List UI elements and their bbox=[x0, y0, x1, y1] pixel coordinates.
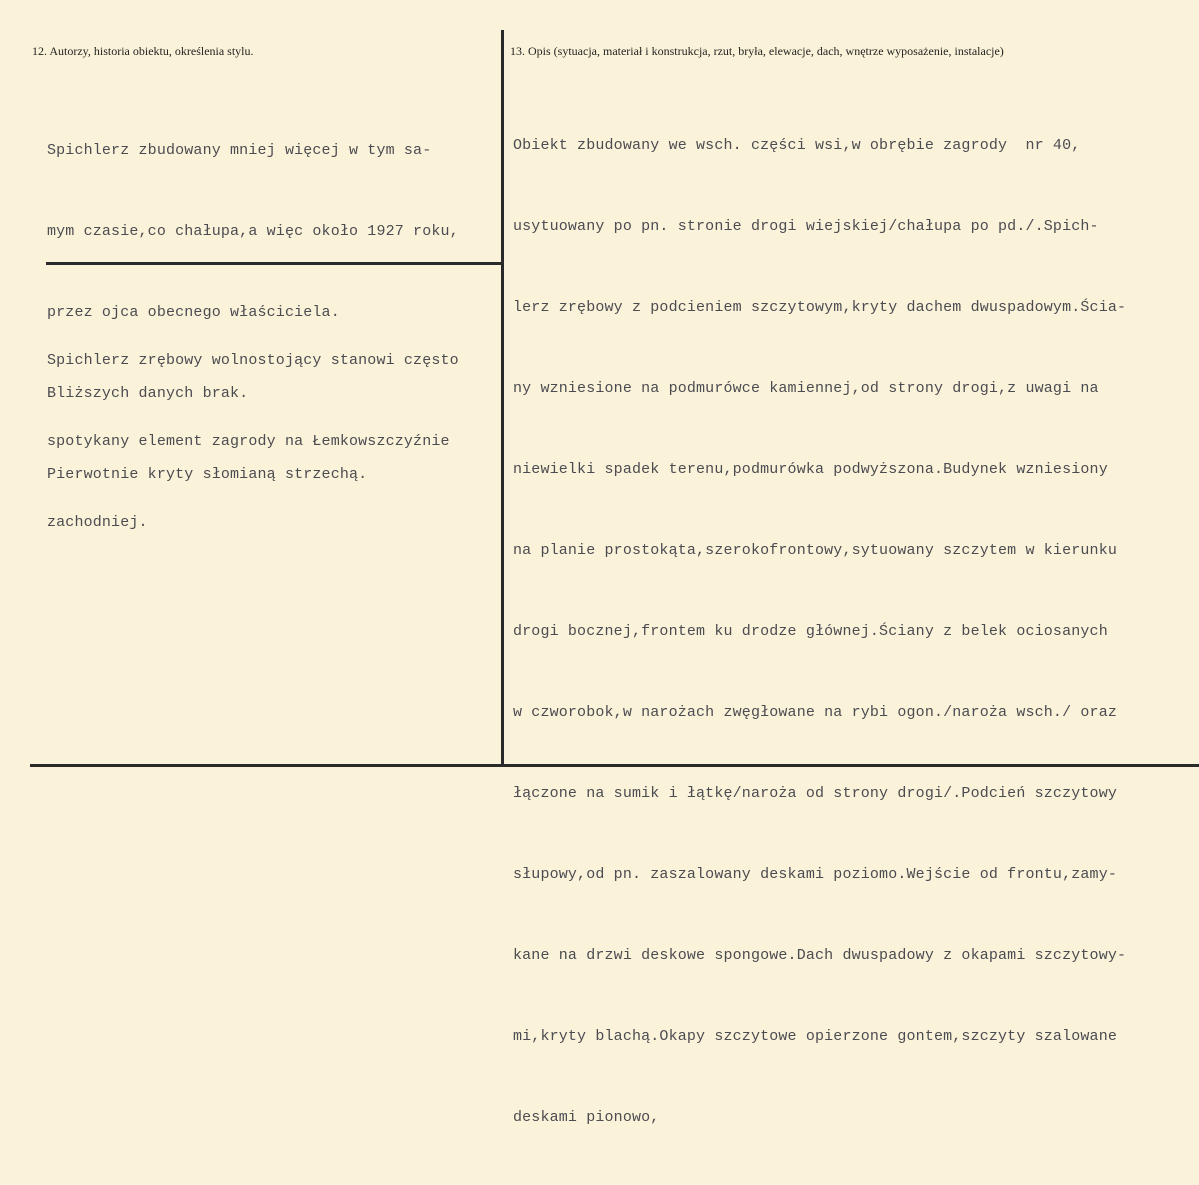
section-13-heading: 13. Opis (sytuacja, materiał i konstrukcja, rzut, bryła, elewacje, dach, wnętrze wyposażenie, instalacje) bbox=[510, 44, 1004, 58]
text-line: zachodniej. bbox=[47, 514, 148, 531]
text-line: spotykany element zagrody na Łemkowszczyźnie bbox=[47, 433, 450, 450]
text-line: łączone na sumik i łątkę/naroża od strony drogi/.Podcień szczytowy bbox=[513, 785, 1117, 802]
text-line: w czworobok,w narożach zwęgłowane na rybi ogon./naroża wsch./ oraz bbox=[513, 704, 1117, 721]
text-line: lerz zrębowy z podcieniem szczytowym,kryty dachem dwuspadowym.Ścia- bbox=[513, 299, 1127, 316]
section-13-text bbox=[513, 78, 1126, 1185]
text-line: deskami pionowo, bbox=[513, 1109, 660, 1126]
text-line: Spichlerz zbudowany mniej więcej w tym sa- bbox=[47, 142, 432, 159]
text-line: mi,kryty blachą.Okapy szczytowe opierzone gontem,szczyty szalowane bbox=[513, 1028, 1117, 1045]
text-line: Spichlerz zrębowy wolnostojący stanowi często bbox=[47, 352, 459, 369]
text-line: na planie prostokąta,szerokofrontowy,sytuowany szczytem w kierunku bbox=[513, 542, 1117, 559]
text-line: drogi bocznej,frontem ku drodze głównej.Ściany z belek ociosanych bbox=[513, 623, 1108, 640]
lower-left-text bbox=[47, 293, 459, 590]
vertical-divider bbox=[501, 30, 504, 766]
text-line: usytuowany po pn. stronie drogi wiejskiej/chałupa po pd./.Spich- bbox=[513, 218, 1099, 235]
text-line: ny wzniesione na podmurówce kamiennej,od strony drogi,z uwagi na bbox=[513, 380, 1099, 397]
section-12-heading: 12. Autorzy, historia obiektu, określenia stylu. bbox=[32, 44, 254, 58]
text-line: Obiekt zbudowany we wsch. części wsi,w obrębie zagrody nr 40, bbox=[513, 137, 1081, 154]
text-line: Pierwotnie kryty słomianą strzechą. bbox=[47, 466, 368, 483]
text-line: kane na drzwi deskowe spongowe.Dach dwuspadowy z okapami szczytowy- bbox=[513, 947, 1127, 964]
text-line: przez ojca obecnego właściciela. bbox=[47, 304, 340, 321]
text-line: Bliższych danych brak. bbox=[47, 385, 249, 402]
text-line: niewielki spadek terenu,podmurówka podwyższona.Budynek wzniesiony bbox=[513, 461, 1108, 478]
text-line: mym czasie,co chałupa,a więc około 1927 roku, bbox=[47, 223, 459, 240]
text-line: słupowy,od pn. zaszalowany deskami poziomo.Wejście od frontu,zamy- bbox=[513, 866, 1117, 883]
